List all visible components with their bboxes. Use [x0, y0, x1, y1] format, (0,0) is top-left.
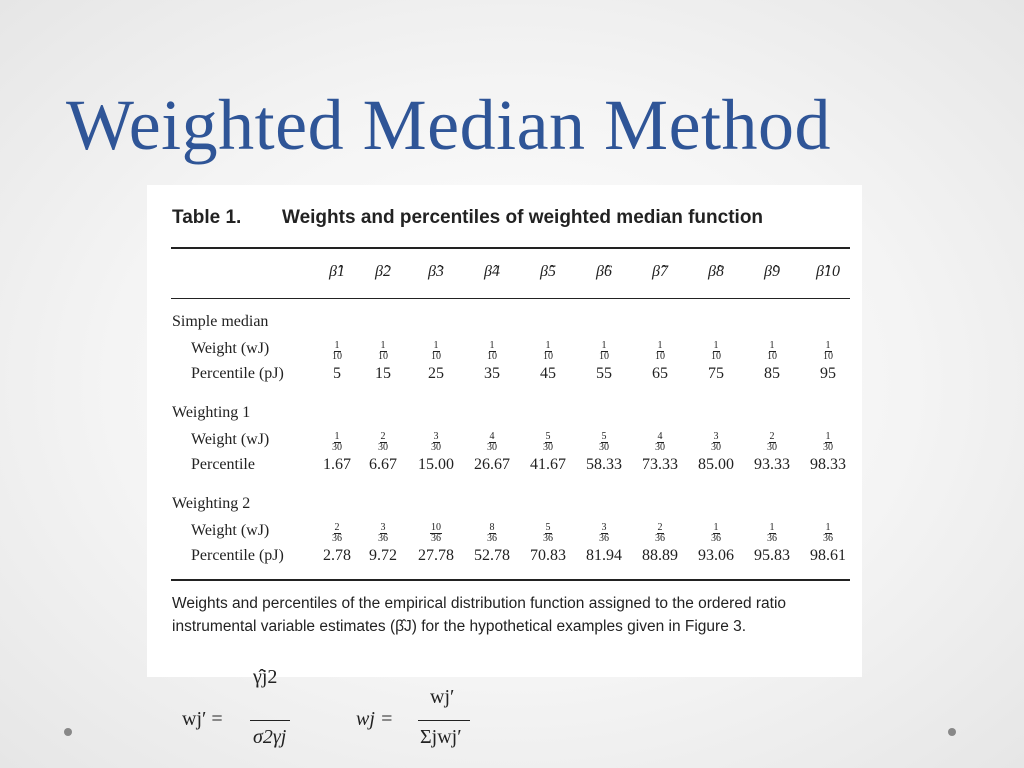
weight-numerator: 1: [825, 340, 831, 351]
weight-numerator: 1: [769, 522, 775, 533]
weight-fraction: [711, 523, 721, 544]
weight-numerator: 2: [657, 522, 663, 533]
percentile-value: 75: [708, 365, 724, 382]
weight-row-label: Weight (wJ): [191, 522, 270, 539]
weight-denominator: 36: [487, 533, 497, 544]
weight-fraction: [711, 341, 721, 362]
weight-numerator: 1: [657, 340, 663, 351]
percentile-value: 73.33: [642, 456, 678, 473]
formula-1-lhs: [182, 708, 223, 731]
weight-fraction: [543, 341, 553, 362]
percentile-value: 88.89: [642, 547, 678, 564]
slide-title: Weighted Median Method: [66, 85, 832, 165]
weight-numerator: 3: [433, 431, 439, 442]
percentile-value: 6.67: [369, 456, 397, 473]
weight-denominator: 36: [711, 533, 721, 544]
weight-numerator: 4: [657, 431, 663, 442]
weight-fraction: [543, 523, 553, 544]
top-rule: [171, 247, 850, 249]
weight-fraction: [767, 523, 777, 544]
percentile-value: 5: [333, 365, 341, 382]
weight-fraction: [823, 523, 833, 544]
weight-numerator: 1: [334, 340, 340, 351]
left-bullet-dot: [64, 728, 72, 736]
percentile-row-label: Percentile (pJ): [191, 547, 284, 564]
weight-denominator: 30: [431, 442, 441, 453]
table-figure: [147, 185, 862, 677]
weight-denominator: 30: [767, 442, 777, 453]
weight-numerator: 1: [433, 340, 439, 351]
weight-denominator: 10: [431, 351, 441, 362]
weight-denominator: 10: [823, 351, 833, 362]
percentile-value: 2.78: [323, 547, 351, 564]
weight-denominator: 36: [599, 533, 609, 544]
weight-fraction: [431, 432, 441, 453]
weight-denominator: 30: [543, 442, 553, 453]
column-header-3: β̂3: [428, 263, 444, 280]
weight-fraction: [487, 523, 497, 544]
weight-fraction: [378, 523, 388, 544]
weight-fraction: [332, 432, 342, 453]
weight-numerator: 2: [769, 431, 775, 442]
weight-denominator: 10: [378, 351, 388, 362]
weight-row-label: Weight (wJ): [191, 340, 270, 357]
weight-denominator: 10: [767, 351, 777, 362]
column-header-1: β̂1: [329, 263, 345, 280]
percentile-value: 85: [764, 365, 780, 382]
weight-numerator: 4: [489, 431, 495, 442]
right-bullet-dot: [948, 728, 956, 736]
weight-fraction: [655, 341, 665, 362]
table-caption-text: Weights and percentiles of weighted median function: [282, 207, 764, 228]
weight-fraction: [378, 432, 388, 453]
weight-numerator: 3: [713, 431, 719, 442]
header-rule: [171, 298, 850, 299]
percentile-value: 85.00: [698, 456, 734, 473]
formula-2-denominator: [420, 726, 462, 749]
percentile-value: 98.33: [810, 456, 846, 473]
weight-fraction: [823, 341, 833, 362]
weight-numerator: 2: [380, 431, 386, 442]
table-note: Weights and percentiles of the empirical distribution function assigned to the ordered ratio instrumental variable estimates (β̂J) for the hypothetical examples given in Figure 3.: [172, 595, 787, 635]
weight-denominator: 10: [599, 351, 609, 362]
weight-numerator: 1: [601, 340, 607, 351]
weight-fraction: [655, 523, 665, 544]
percentile-value: 45: [540, 365, 556, 382]
formula-1-denominator-text: σ2γj: [253, 726, 287, 748]
weight-denominator: 10: [711, 351, 721, 362]
percentile-value: 1.67: [323, 456, 351, 473]
weight-numerator: 1: [545, 340, 551, 351]
weight-denominator: 36: [823, 533, 833, 544]
weight-numerator: 1: [380, 340, 386, 351]
weight-denominator: 36: [655, 533, 665, 544]
weight-denominator: 30: [655, 442, 665, 453]
formula-2-numerator-text: wj′: [430, 686, 455, 708]
weight-denominator: 10: [332, 351, 342, 362]
weight-fraction: [823, 432, 833, 453]
percentile-value: 15: [375, 365, 391, 382]
formula-2-lhs-text: wj =: [356, 708, 394, 730]
weight-numerator: 1: [334, 431, 340, 442]
percentile-row-label: Percentile (pJ): [191, 365, 284, 382]
weight-fraction: [431, 341, 441, 362]
column-header-10: β̂10: [816, 263, 840, 280]
percentile-value: 95: [820, 365, 836, 382]
weight-denominator: 30: [599, 442, 609, 453]
percentile-value: 58.33: [586, 456, 622, 473]
formula-2-denominator-text: Σjwj′: [420, 726, 462, 748]
weight-fraction: [767, 432, 777, 453]
weight-denominator: 36: [431, 533, 441, 544]
formula-1-denominator: [253, 726, 286, 749]
weight-numerator: 1: [769, 340, 775, 351]
weight-numerator: 2: [334, 522, 340, 533]
weight-denominator: 30: [332, 442, 342, 453]
percentile-value: 27.78: [418, 547, 454, 564]
weight-denominator: 36: [378, 533, 388, 544]
formula-2-numerator: [430, 686, 454, 709]
weight-fraction: [599, 523, 609, 544]
percentile-value: 95.83: [754, 547, 790, 564]
section-label: Weighting 2: [172, 495, 251, 512]
percentile-value: 98.61: [810, 547, 846, 564]
weight-fraction: [430, 523, 442, 544]
weight-denominator: 30: [823, 442, 833, 453]
table-caption: [172, 207, 763, 229]
weight-fraction: [655, 432, 665, 453]
weight-fraction: [332, 341, 342, 362]
weight-numerator: 3: [380, 522, 386, 533]
formula-2-lhs: [356, 708, 393, 731]
percentile-value: 93.33: [754, 456, 790, 473]
weight-fraction: [767, 341, 777, 362]
weight-numerator: 1: [713, 340, 719, 351]
weight-fraction: [599, 341, 609, 362]
percentile-value: 93.06: [698, 547, 734, 564]
weight-denominator: 10: [487, 351, 497, 362]
weight-denominator: 36: [767, 533, 777, 544]
weight-numerator: 5: [545, 522, 551, 533]
weight-fraction: [332, 523, 342, 544]
weight-fraction: [378, 341, 388, 362]
weight-fraction: [711, 432, 721, 453]
weight-row-label: Weight (wJ): [191, 431, 270, 448]
weight-fraction: [543, 432, 553, 453]
percentile-value: 9.72: [369, 547, 397, 564]
column-header-2: β̂2: [375, 263, 391, 280]
bottom-rule: [171, 579, 850, 581]
percentile-row-label: Percentile: [191, 456, 255, 473]
percentile-value: 52.78: [474, 547, 510, 564]
table-number: Table 1.: [172, 207, 242, 228]
formula-1-lhs-text: wj′ =: [182, 708, 223, 730]
weight-denominator: 10: [543, 351, 553, 362]
weight-denominator: 10: [655, 351, 665, 362]
weight-numerator: 5: [601, 431, 607, 442]
weight-denominator: 36: [332, 533, 342, 544]
weight-denominator: 30: [711, 442, 721, 453]
column-header-7: β̂7: [652, 263, 668, 280]
weight-numerator: 10: [431, 522, 441, 533]
formula-2-fraction-bar: [418, 720, 470, 721]
weight-numerator: 1: [825, 431, 831, 442]
column-header-8: β̂8: [708, 263, 724, 280]
weight-denominator: 36: [543, 533, 553, 544]
weight-fraction: [487, 432, 497, 453]
percentile-value: 70.83: [530, 547, 566, 564]
weight-fraction: [487, 341, 497, 362]
weight-numerator: 3: [601, 522, 607, 533]
weight-numerator: 1: [489, 340, 495, 351]
weight-denominator: 30: [487, 442, 497, 453]
weight-denominator: 30: [378, 442, 388, 453]
weight-numerator: 1: [713, 522, 719, 533]
column-header-9: β̂9: [764, 263, 780, 280]
weight-fraction: [599, 432, 609, 453]
percentile-value: 55: [596, 365, 612, 382]
percentile-value: 65: [652, 365, 668, 382]
percentile-value: 41.67: [530, 456, 566, 473]
weight-numerator: 8: [489, 522, 495, 533]
section-label: Simple median: [172, 313, 269, 330]
formula-1-fraction-bar: [250, 720, 290, 721]
weight-numerator: 1: [825, 522, 831, 533]
section-label: Weighting 1: [172, 404, 251, 421]
formula-1-numerator-text: γ̂j2: [253, 666, 278, 688]
percentile-value: 35: [484, 365, 500, 382]
percentile-value: 81.94: [586, 547, 622, 564]
percentile-value: 25: [428, 365, 444, 382]
percentile-value: 15.00: [418, 456, 454, 473]
percentile-value: 26.67: [474, 456, 510, 473]
formula-1-numerator: [253, 666, 277, 689]
column-header-6: β̂6: [596, 263, 612, 280]
column-header-5: β̂5: [540, 263, 556, 280]
weight-numerator: 5: [545, 431, 551, 442]
column-header-4: β̂4: [484, 263, 500, 280]
